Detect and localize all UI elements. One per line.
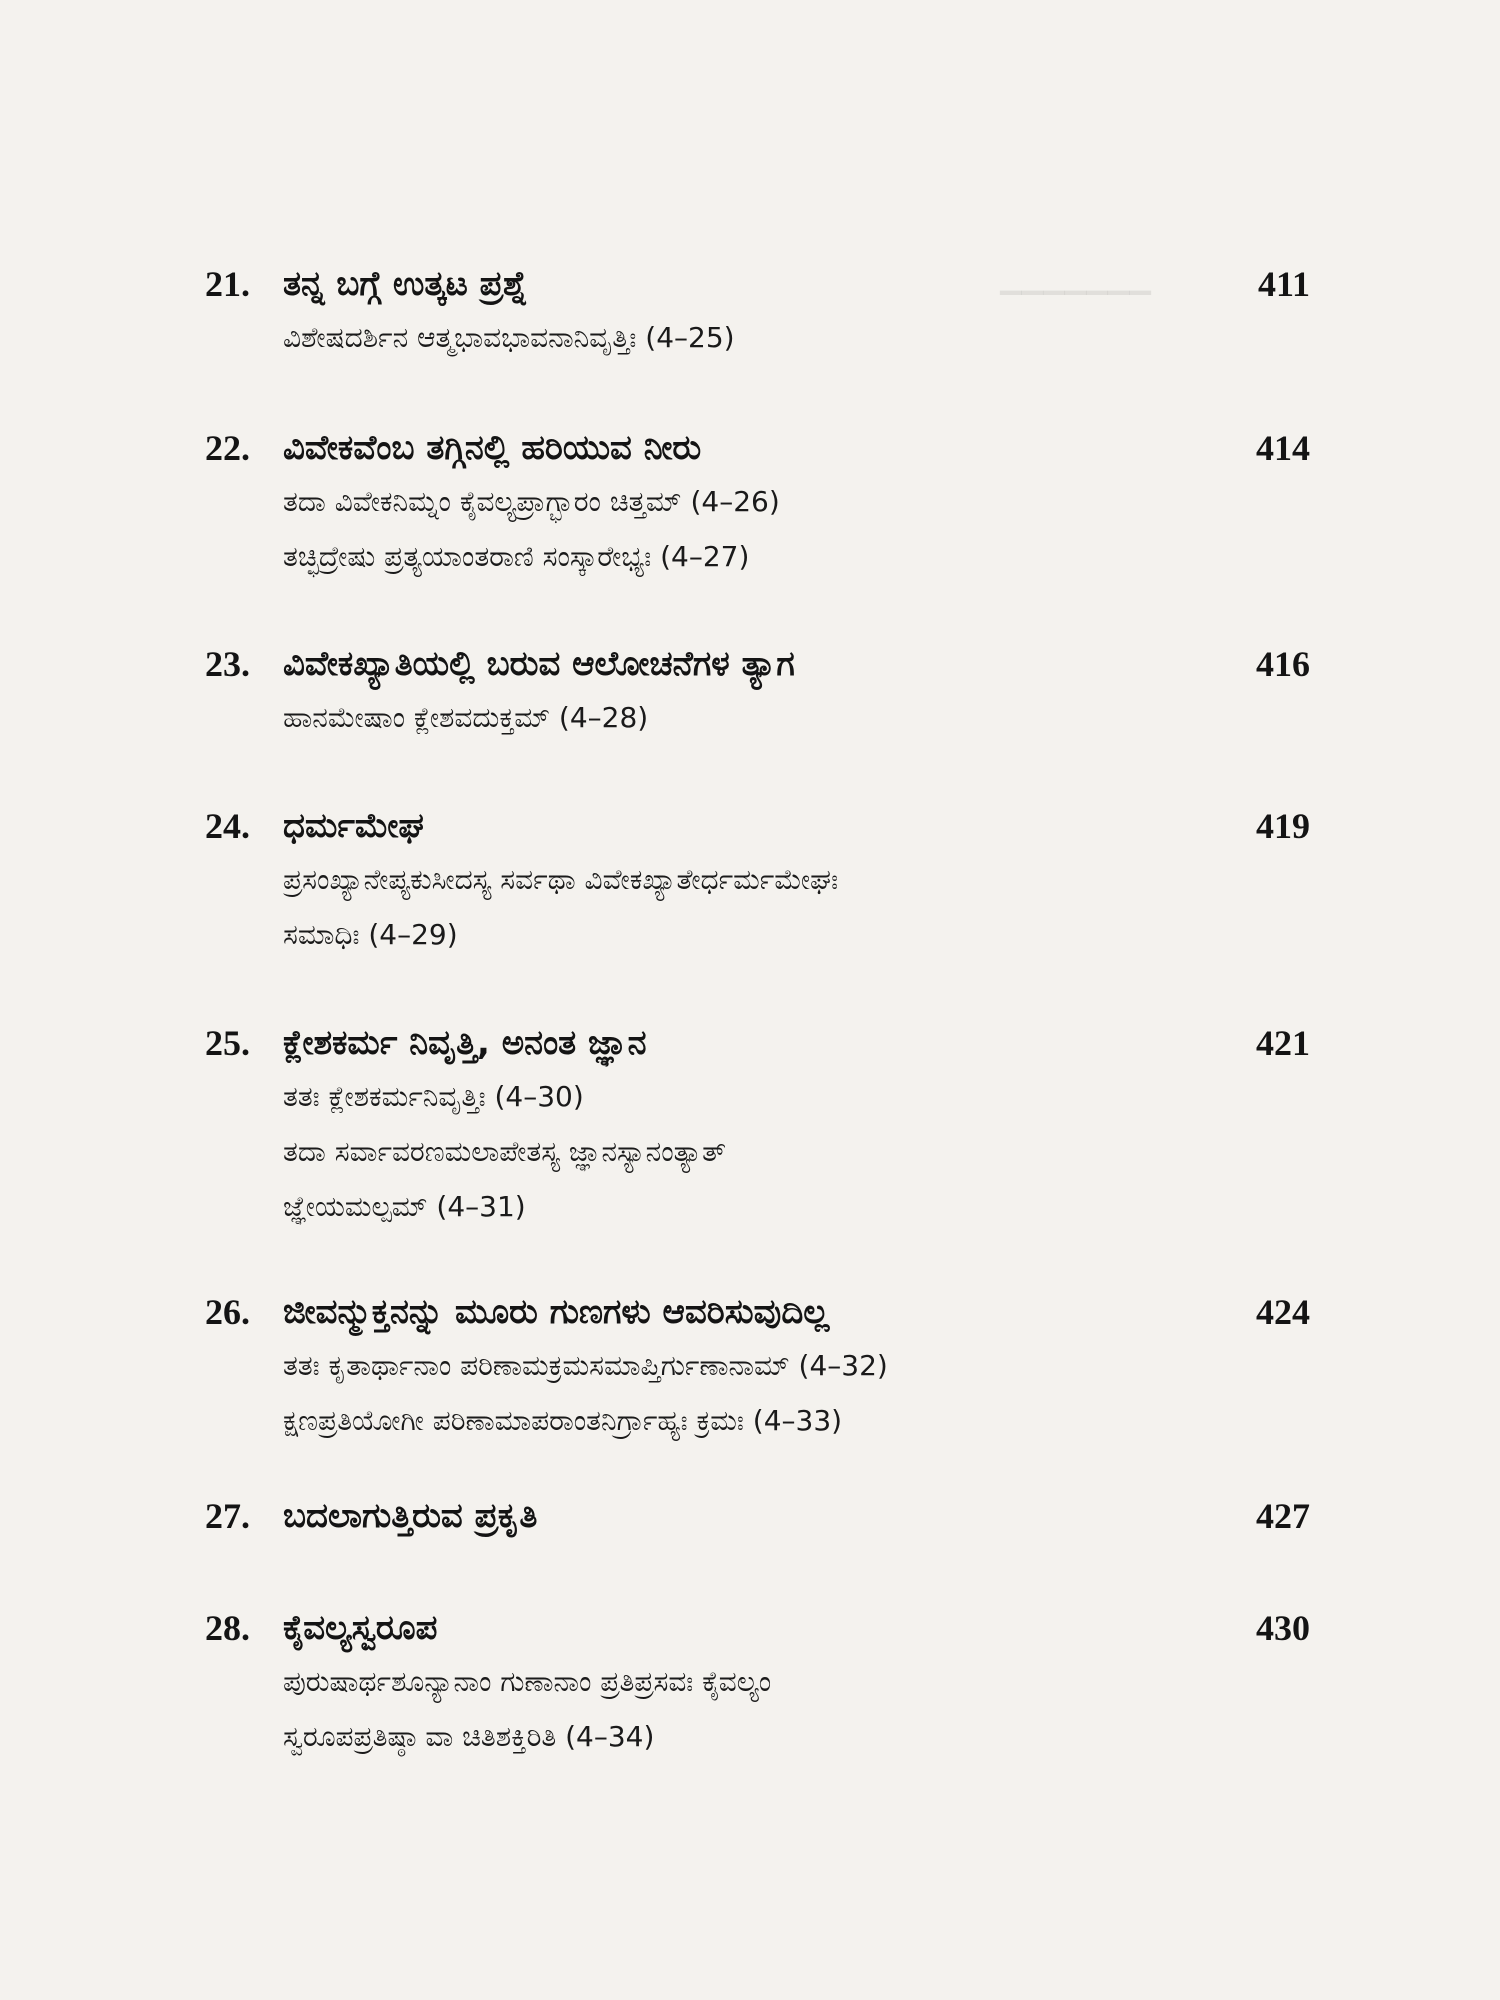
entry-title: ವಿವೇಕವೆಂಬ ತಗ್ಗಿನಲ್ಲಿ ಹರಿಯುವ ನೀರು <box>283 428 702 468</box>
toc-entry-heading <box>205 258 1310 310</box>
sutra-line: ತದಾ ವಿವೇಕನಿಮ್ನಂ ಕೈವಲ್ಯಪ್ರಾಗ್ಭಾರಂ ಚಿತ್ತಮ್ (4–26) <box>283 485 780 518</box>
sutra-list <box>283 1654 1310 1764</box>
toc-entry <box>205 1017 1310 1234</box>
toc-entry-heading <box>205 1490 1310 1542</box>
toc-entry <box>205 258 1310 365</box>
sutra-line: ತತಃ ಕೃತಾರ್ಥಾನಾಂ ಪರಿಣಾಮಕ್ರಮಸಮಾಪ್ತಿರ್ಗುಣಾನಾಮ್ (4–32) <box>283 1349 888 1382</box>
sutra-list <box>283 852 1310 962</box>
entry-number: 24. <box>205 806 250 846</box>
sutra-list <box>283 310 1310 365</box>
show-through-text: ▁▁▁▁▁▁▁ <box>1000 262 1151 295</box>
entry-page-number: 416 <box>1256 644 1310 684</box>
toc-entry <box>205 800 1310 962</box>
entry-title: ಜೀವನ್ಮುಕ್ತನನ್ನು ಮೂರು ಗುಣಗಳು ಆವರಿಸುವುದಿಲ್ಲ <box>283 1292 830 1332</box>
entry-page-number: 411 <box>1257 264 1310 304</box>
sutra-line: ಹಾನಮೇಷಾಂ ಕ್ಲೇಶವದುಕ್ತಮ್ (4–28) <box>283 701 649 734</box>
sutra-list <box>283 1069 1310 1234</box>
entry-page-number: 430 <box>1256 1608 1310 1648</box>
sutra-line: ಸಮಾಧಿಃ (4–29) <box>283 918 458 951</box>
entry-title: ಬದಲಾಗುತ್ತಿರುವ ಪ್ರಕೃತಿ <box>283 1496 538 1536</box>
entry-number: 22. <box>205 428 250 468</box>
sutra-line: ತತಃ ಕ್ಲೇಶಕರ್ಮನಿವೃತ್ತಿಃ (4–30) <box>283 1080 584 1113</box>
entry-number: 28. <box>205 1608 250 1648</box>
entry-number: 23. <box>205 644 250 684</box>
toc-entry <box>205 1286 1310 1448</box>
entry-title: ಕ್ಲೇಶಕರ್ಮ ನಿವೃತ್ತಿ, ಅನಂತ ಜ್ಞಾನ <box>283 1023 647 1063</box>
entry-number: 25. <box>205 1023 250 1063</box>
toc-entry-heading <box>205 800 1310 852</box>
toc-entry-heading <box>205 1017 1310 1069</box>
toc-entry <box>205 1490 1310 1542</box>
toc-entry-heading <box>205 638 1310 690</box>
sutra-line: ವಿಶೇಷದರ್ಶಿನ ಆತ್ಮಭಾವಭಾವನಾನಿವೃತ್ತಿಃ (4–25) <box>283 321 735 354</box>
toc-entry <box>205 422 1310 584</box>
entry-page-number: 421 <box>1256 1023 1310 1063</box>
toc-entry <box>205 1602 1310 1764</box>
toc-entry-heading <box>205 1286 1310 1338</box>
toc-entry-heading <box>205 422 1310 474</box>
entry-page-number: 414 <box>1256 428 1310 468</box>
entry-title: ವಿವೇಕಖ್ಯಾತಿಯಲ್ಲಿ ಬರುವ ಆಲೋಚನೆಗಳ ತ್ಯಾಗ <box>283 644 795 684</box>
sutra-list <box>283 474 1310 584</box>
sutra-line: ಪುರುಷಾರ್ಥಶೂನ್ಯಾನಾಂ ಗುಣಾನಾಂ ಪ್ರತಿಪ್ರಸವಃ ಕೈವಲ್ಯಂ <box>283 1665 772 1698</box>
sutra-list <box>283 1338 1310 1448</box>
sutra-line: ಪ್ರಸಂಖ್ಯಾನೇಪ್ಯಕುಸೀದಸ್ಯ ಸರ್ವಥಾ ವಿವೇಕಖ್ಯಾತೇರ್ಧರ್ಮಮೇಘಃ <box>283 863 839 896</box>
sutra-line: ಕ್ಷಣಪ್ರತಿಯೋಗೀ ಪರಿಣಾಮಾಪರಾಂತನಿರ್ಗ್ರಾಹ್ಯಃ ಕ್ರಮಃ (4–33) <box>283 1404 843 1437</box>
entry-title: ಧರ್ಮಮೇಘ <box>283 806 424 846</box>
entry-title: ತನ್ನ ಬಗ್ಗೆ ಉತ್ಕಟ ಪ್ರಶ್ನೆ <box>283 264 528 304</box>
sutra-line: ಸ್ವರೂಪಪ್ರತಿಷ್ಠಾ ವಾ ಚಿತಿಶಕ್ತಿರಿತಿ (4–34) <box>283 1720 655 1753</box>
entry-number: 21. <box>205 264 250 304</box>
entry-page-number: 419 <box>1256 806 1310 846</box>
entry-number: 27. <box>205 1496 250 1536</box>
sutra-line: ತದಾ ಸರ್ವಾವರಣಮಲಾಪೇತಸ್ಯ ಜ್ಞಾನಸ್ಯಾನಂತ್ಯಾತ್ <box>283 1135 727 1168</box>
sutra-line: ತಚ್ಛಿದ್ರೇಷು ಪ್ರತ್ಯಯಾಂತರಾಣಿ ಸಂಸ್ಕಾರೇಭ್ಯಃ (4–27) <box>283 540 750 573</box>
sutra-list <box>283 690 1310 745</box>
entry-page-number: 427 <box>1256 1496 1310 1536</box>
sutra-line: ಜ್ಞೇಯಮಲ್ಪಮ್ (4–31) <box>283 1190 526 1223</box>
entry-title: ಕೈವಲ್ಯಸ್ವರೂಪ <box>283 1608 438 1648</box>
toc-entry-heading <box>205 1602 1310 1654</box>
toc-entry <box>205 638 1310 745</box>
entry-page-number: 424 <box>1256 1292 1310 1332</box>
entry-number: 26. <box>205 1292 250 1332</box>
